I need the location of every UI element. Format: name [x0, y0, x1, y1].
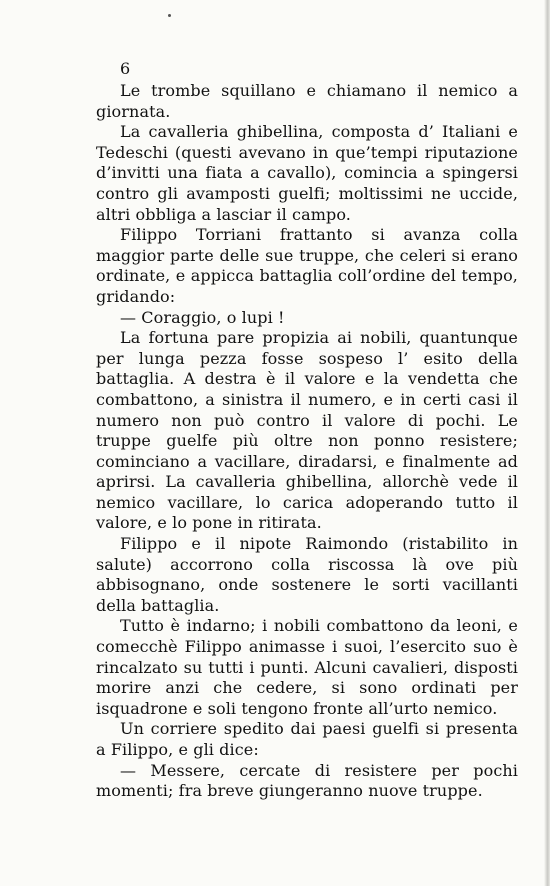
- paper-speck: [168, 14, 171, 17]
- paragraph-3: Filippo Torriani frattanto si avanza colla maggior parte delle sue truppe, che celeri si erano ordinate, e appicca battaglia coll’ordine del tempo, gridando:: [96, 225, 518, 306]
- paragraph-5: La fortuna pare propizia ai nobili, quantunque per lunga pezza fosse sospeso l’ esito della battaglia. A destra è il valore e la vendetta che combattono, a sinistra il numero, e in certi casi il numero non può contro il valore di pochi. Le truppe guelfe più oltre non ponno resistere; cominciano a vacillare, diradarsi, e finalmente ad aprirsi. La cavalleria ghibellina, allorchè vede il nemico vacillare, lo carica adoperando tutto il valore, e lo pone in ritirata.: [96, 328, 518, 533]
- paragraph-9: — Messere, cercate di resistere per pochi momenti; fra breve giungeranno nuove truppe.: [96, 760, 518, 801]
- paragraph-7: Tutto è indarno; i nobili combattono da leoni, e comecchè Filippo animasse i suoi, l’esercito suo è rincalzato su tutti i punti. Alcuni cavalieri, disposti morire anzi che cedere, si sono ordinati per isquadrone e soli tengono fronte all’urto nemico.: [96, 616, 518, 718]
- paragraph-4: — Coraggio, o lupi !: [120, 307, 285, 327]
- paragraph-2: La cavalleria ghibellina, composta d’ Italiani e Tedeschi (questi avevano in que’tempi riputazione d’invitti una fiata a cavallo), comincia a spingersi contro gli avamposti guelfi; moltissimi ne uccide, altri obbliga a lasciar il campo.: [96, 122, 518, 224]
- paragraph-6: Filippo e il nipote Raimondo (ristabilito in salute) accorrono colla riscossa là ove più abbisognano, onde sostenere le sorti vacillanti della battaglia.: [96, 534, 518, 615]
- body-text: [96, 60, 518, 802]
- paragraph-1: Le trombe squillano e chiamano il nemico a giornata.: [96, 81, 518, 121]
- page-number: 6: [120, 59, 131, 78]
- paragraph-8: Un corriere spedito dai paesi guelfi si presenta a Filippo, e gli dice:: [96, 719, 518, 759]
- binding-shadow: [544, 0, 550, 886]
